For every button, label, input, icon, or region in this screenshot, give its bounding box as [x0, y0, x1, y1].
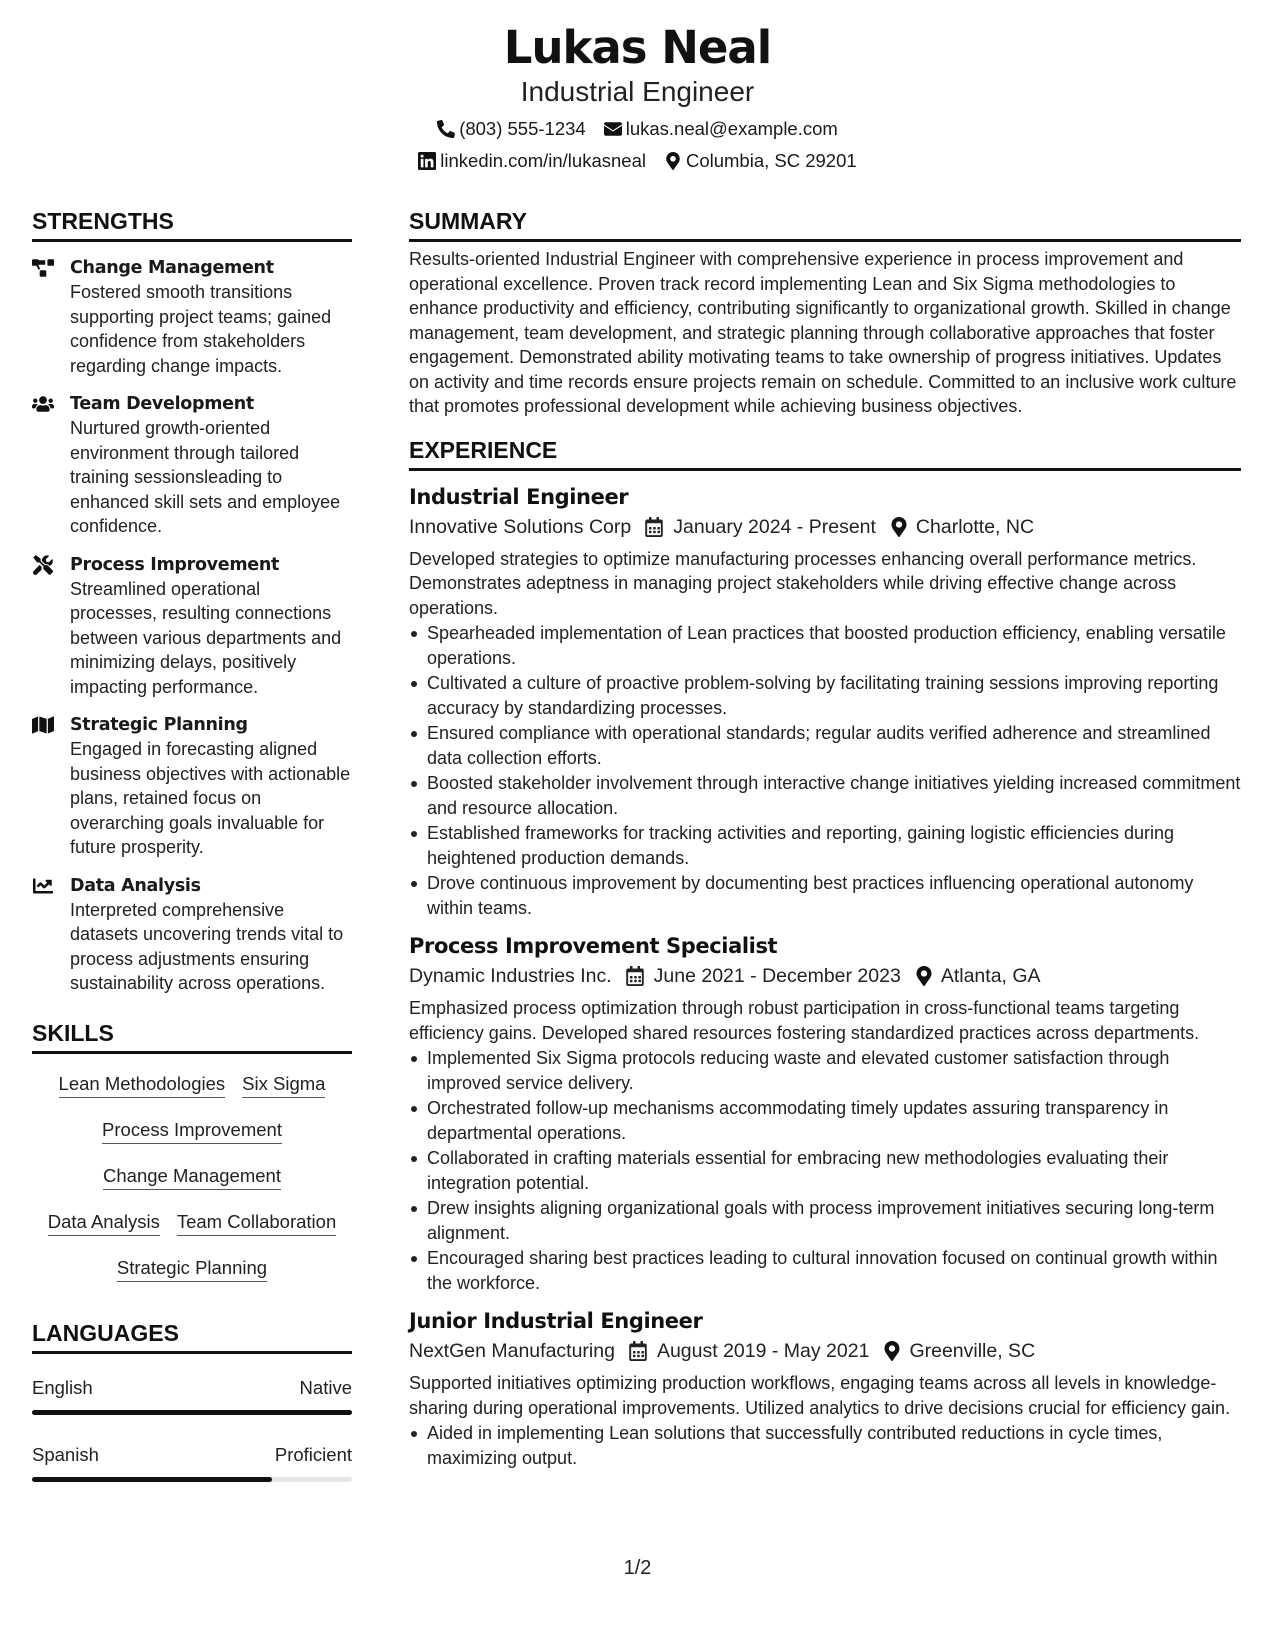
strength-desc: Interpreted comprehensive datasets uncovering trends vital to process adjustments ensuring sustainability across operations.	[70, 899, 344, 993]
strength-desc: Engaged in forecasting aligned business objectives with actionable plans, retained focus on overarching goals invaluable for future prosperity.	[70, 739, 351, 857]
language-item	[32, 1376, 352, 1415]
job-bullet: Encouraged sharing best practices leading to cultural innovation focused on continual growth within the workforce.	[409, 1246, 1241, 1295]
language-name: English	[32, 1376, 93, 1398]
calendar-icon	[629, 1341, 647, 1361]
skill-tag: Data Analysis	[48, 1210, 160, 1236]
job-meta	[409, 963, 1241, 989]
language-name: Spanish	[32, 1443, 99, 1465]
language-proficiency-fill	[32, 1477, 272, 1482]
language-level: Native	[299, 1376, 352, 1398]
job-entry	[409, 483, 1241, 921]
job-location: Atlanta, GA	[940, 965, 1041, 987]
experience-heading: EXPERIENCE	[409, 435, 1241, 471]
strength-name: Process Improvement	[70, 554, 280, 575]
skill-tag: Strategic Planning	[117, 1256, 267, 1282]
job-description: Developed strategies to optimize manufacturing processes enhancing overall performance metrics. Demonstrates adeptness in managing project stakeholders while driving effective change across operations.	[409, 548, 1197, 618]
company-name: Dynamic Industries Inc.	[409, 965, 612, 987]
calendar-icon	[645, 517, 663, 537]
job-bullet: Aided in implementing Lean solutions that successfully contributed reductions in cycle times, maximizing output.	[409, 1421, 1241, 1470]
chart-line-icon	[32, 876, 54, 896]
job-bullet: Cultivated a culture of proactive problem-solving by facilitating training sessions improving reporting accuracy by standardizing processes.	[409, 671, 1241, 720]
job-description: Emphasized process optimization through robust participation in cross-functional teams targeting efficiency gains. Developed shared resources fostering standardized practices across departments.	[409, 998, 1200, 1043]
candidate-title: Industrial Engineer	[520, 76, 755, 107]
users-icon	[32, 394, 54, 414]
linkedin-url[interactable]: linkedin.com/in/lukasneal	[440, 150, 646, 171]
project-diagram-icon	[32, 258, 54, 278]
language-proficiency-bar	[32, 1410, 352, 1415]
job-dates: June 2021 - December 2023	[653, 965, 901, 987]
skills-list	[32, 1054, 352, 1282]
email-address[interactable]: lukas.neal@example.com	[625, 118, 838, 139]
strength-name: Team Development	[70, 394, 254, 414]
job-entry	[409, 932, 1241, 1295]
languages-heading: LANGUAGES	[32, 1318, 352, 1354]
strength-name: Strategic Planning	[70, 715, 248, 735]
language-proficiency-bar	[32, 1477, 352, 1482]
left-column	[32, 206, 352, 1482]
summary-heading: SUMMARY	[409, 206, 1241, 242]
job-bullet: Implemented Six Sigma protocols reducing waste and elevated customer satisfaction through improved service delivery.	[409, 1046, 1241, 1095]
skill-tag: Team Collaboration	[177, 1210, 336, 1236]
language-proficiency-fill	[32, 1410, 352, 1415]
job-description: Supported initiatives optimizing production workflows, engaging teams across all levels in knowledge-sharing during operational improvements. Utilized analytics to drive decisions crucial for efficiency gain.	[409, 1373, 1231, 1418]
job-bullets	[409, 621, 1241, 920]
job-bullet: Boosted stakeholder involvement through interactive change initiatives yielding increased commitment and resource allocation.	[409, 771, 1241, 820]
envelope-icon	[604, 120, 622, 138]
location-contact	[664, 149, 857, 173]
strength-item	[32, 256, 352, 378]
summary-text: Results-oriented Industrial Engineer with comprehensive experience in process improvement and operational excellence. Proven track record implementing Lean and Six Sigma methodologies to enhance productivity and efficiency, contributing significantly to organizational growth. Skilled in change management, team development, and strategic planning through collaborative approaches that foster engagement. Demonstrated ability motivating teams to take ownership of progress initiatives. Updates on activity and time records ensure projects remain on schedule. Committed to an inclusive work culture that promotes professional development while achieving business objectives.	[409, 249, 1237, 416]
phone-icon	[437, 120, 455, 138]
skill-tag: Process Improvement	[102, 1118, 282, 1144]
job-location: Greenville, SC	[909, 1340, 1036, 1362]
job-meta	[409, 514, 1241, 540]
language-level: Proficient	[274, 1443, 352, 1465]
strength-desc: Fostered smooth transitions supporting project teams; gained confidence from stakeholders regarding change impacts.	[70, 282, 332, 376]
strengths-heading: STRENGTHS	[32, 206, 352, 242]
job-meta	[409, 1338, 1241, 1364]
strength-name: Change Management	[70, 258, 274, 278]
strength-item	[32, 392, 352, 539]
job-entry	[409, 1307, 1241, 1470]
linkedin-contact[interactable]	[418, 149, 646, 173]
skill-tag: Six Sigma	[242, 1072, 325, 1098]
resume-header	[0, 22, 1275, 173]
map-marker-icon	[883, 1341, 901, 1361]
location-text: Columbia, SC 29201	[685, 150, 857, 171]
job-bullet: Drew insights aligning organizational goals with process improvement initiatives securing long-term alignment.	[409, 1196, 1241, 1245]
language-item	[32, 1443, 352, 1482]
phone-number: (803) 555-1234	[459, 118, 586, 139]
map-marker-icon	[664, 152, 682, 170]
company-name: Innovative Solutions Corp	[409, 515, 632, 538]
job-bullets	[409, 1046, 1241, 1295]
skills-heading: SKILLS	[32, 1018, 352, 1054]
job-bullet: Drove continuous improvement by documenting best practices influencing operational autonomy within teams.	[409, 871, 1241, 920]
company-name: NextGen Manufacturing	[409, 1340, 615, 1362]
experience-list	[409, 483, 1241, 1471]
contact-row-1	[0, 117, 1275, 141]
calendar-icon	[626, 966, 644, 986]
skill-tag: Change Management	[103, 1164, 281, 1190]
map-marker-icon	[915, 966, 933, 986]
strength-item	[32, 553, 352, 700]
job-dates: August 2019 - May 2021	[656, 1340, 870, 1362]
job-title: Junior Industrial Engineer	[409, 1309, 703, 1333]
job-bullet: Orchestrated follow-up mechanisms accommodating timely updates assuring transparency in departmental operations.	[409, 1096, 1241, 1145]
job-bullets	[409, 1421, 1241, 1470]
strength-desc: Streamlined operational processes, resulting connections between various departments and minimizing delays, positively impacting performance.	[70, 578, 342, 697]
job-bullet: Spearheaded implementation of Lean practices that boosted production efficiency, enabling versatile operations.	[409, 621, 1241, 670]
job-bullet: Collaborated in crafting materials essential for embracing new methodologies evaluating their integration potential.	[409, 1146, 1241, 1195]
strength-item	[32, 874, 352, 996]
job-bullet: Established frameworks for tracking activities and reporting, gaining logistic efficiencies during heightened production demands.	[409, 821, 1241, 870]
map-icon	[32, 715, 54, 735]
linkedin-icon	[418, 152, 436, 170]
job-dates: January 2024 - Present	[673, 515, 876, 538]
right-column	[409, 206, 1241, 1470]
job-location: Charlotte, NC	[915, 515, 1035, 538]
map-marker-icon	[890, 517, 908, 537]
page-number: 1/2	[623, 1557, 652, 1579]
phone-contact	[437, 117, 586, 141]
skill-tag: Lean Methodologies	[59, 1072, 226, 1098]
contact-row-2	[0, 149, 1275, 173]
job-bullet: Ensured compliance with operational standards; regular audits verified adherence and streamlined data collection efforts.	[409, 721, 1241, 770]
tools-icon	[32, 555, 54, 575]
strength-desc: Nurtured growth-oriented environment through tailored training sessionsleading to enhanced skill sets and employee confidence.	[70, 418, 341, 536]
email-contact[interactable]	[604, 117, 838, 141]
job-title: Process Improvement Specialist	[409, 934, 778, 958]
candidate-name: Lukas Neal	[503, 21, 772, 74]
job-title: Industrial Engineer	[409, 484, 629, 509]
strength-name: Data Analysis	[70, 875, 201, 896]
strength-item	[32, 713, 352, 860]
